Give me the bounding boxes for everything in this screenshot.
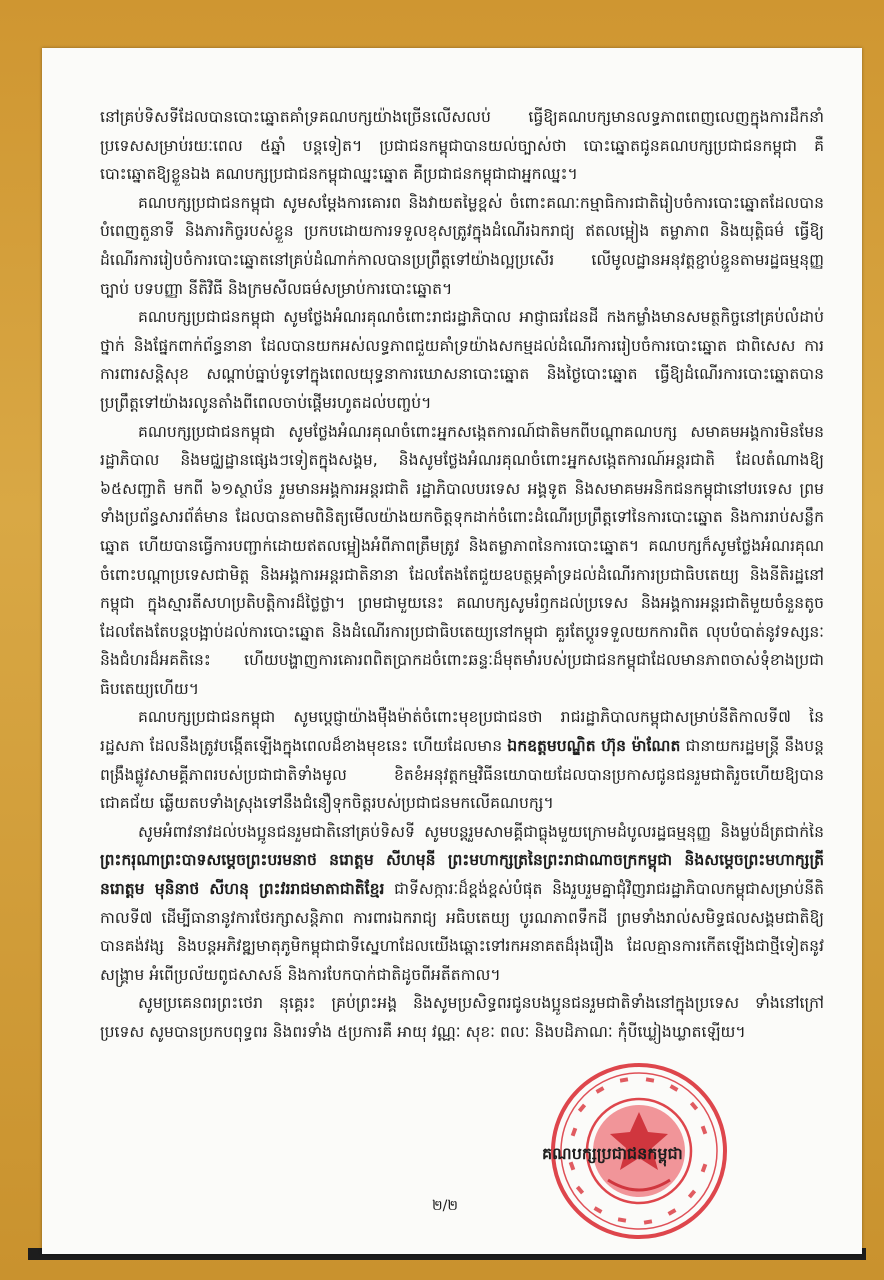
paragraph-1: នៅគ្រប់ទិសទីដែលបានបោះឆ្នោតគាំទ្រគណបក្សយ៉ាងច្រើនលើសលប់ ធ្វើឱ្យគណបក្សមានលទ្ធភាពពេញលេញក្នុងការដឹកនាំប្រទេសសម្រាប់រយៈពេល ៥ឆ្នាំ បន្តទៀត។ ប្រជាជនកម្ពុជាបានយល់ច្បាស់ថា បោះឆ្នោតជូនគណបក្សប្រជាជនកម្ពុជា គឺបោះឆ្នោតឱ្យខ្លួនឯង គណបក្សប្រជាជនកម្ពុជាឈ្នះឆ្នោត គឺប្រជាជនកម្ពុជាជាអ្នកឈ្នះ។ (100, 108, 824, 184)
highlighted-name: ឯកឧត្តមបណ្ឌិត ហ៊ុន ម៉ាណែត (507, 737, 681, 756)
paragraph-2: គណបក្សប្រជាជនកម្ពុជា សូមសម្តែងការគោរព និងវាយតម្លៃខ្ពស់ ចំពោះគណៈកម្មាធិការជាតិរៀបចំការបោះឆ្នោតដែលបានបំពេញតួនាទី និងភារកិច្ចរបស់ខ្លួន ប្រកបដោយការទទួលខុសត្រូវក្នុងដំណើរឯករាជ្យ ឥតលម្អៀង តម្លាភាព និងយុត្តិធម៌ ធ្វើឱ្យដំណើរការរៀបចំការបោះឆ្នោតនៅគ្រប់ដំណាក់កាលបានប្រព្រឹត្តទៅយ៉ាងល្អប្រសើរ លើមូលដ្ឋានអនុវត្តខ្ជាប់ខ្ជួនតាមរដ្ឋធម្មនុញ្ញ ច្បាប់ បទបញ្ញា នីតិវិធី និងក្រមសីលធម៌សម្រាប់ការបោះឆ្នោត។ (100, 193, 824, 298)
document-page (42, 48, 862, 1254)
page-number: ២/២ (432, 1198, 458, 1214)
document-body (100, 103, 824, 1047)
highlighted-name: ព្រះករុណាព្រះបាទសម្តេចព្រះបរមនាថ នរោត្តម សីហមុនី ព្រះមហាក្សត្រនៃព្រះរាជាណាចក្រកម្ពុជា និងសម្តេចព្រះមហាក្សត្រី នរោត្តម មុនិនាថ សីហនុ ព្រះវររាជមាតាជាតិខ្មែរ (100, 851, 824, 899)
paragraph-4: គណបក្សប្រជាជនកម្ពុជា សូមថ្លែងអំណរគុណចំពោះអ្នកសង្កេតការណ៍ជាតិមកពីបណ្តាគណបក្ស សមាគមអង្គការមិនមែនរដ្ឋាភិបាល និងមជ្ឈដ្ឋានផ្សេងៗទៀតក្នុងសង្គម, និងសូមថ្លែងអំណរគុណចំពោះអ្នកសង្កេតការណ៍អន្តរជាតិ ដែលតំណាងឱ្យ ៦៥សញ្ជាតិ មកពី ៦១ស្ថាប័ន រួមមានអង្គការអន្តរជាតិ រដ្ឋាភិបាលបរទេស អង្គទូត និងសមាគមអនិកជនកម្ពុជានៅបរទេស ព្រមទាំងប្រព័ន្ធសារព័ត៌មាន ដែលបានតាមពិនិត្យមើលយ៉ាងយកចិត្តទុកដាក់ចំពោះដំណើរប្រព្រឹត្តទៅនៃការបោះឆ្នោត និងការរាប់សន្លឹកឆ្នោត ហើយបានធ្វើការបញ្ជាក់ដោយឥតលម្អៀងអំពីភាពត្រឹមត្រូវ និងតម្លាភាពនៃការបោះឆ្នោត។ គណបក្សក៏សូមថ្លែងអំណរគុណចំពោះបណ្តាប្រទេសជាមិត្ត និងអង្គការអន្តរជាតិនានា ដែលតែងតែជួយឧបត្ថម្ភគាំទ្រដល់ដំណើរការប្រជាធិបតេយ្យ និងនីតិរដ្ឋនៅកម្ពុជា ក្នុងស្មារតីសហប្រតិបត្តិការដ៏ថ្លៃថ្លា។ ព្រមជាមួយនេះ គណបក្សសូមរំឭកដល់ប្រទេស និងអង្គការអន្តរជាតិមួយចំនួនតូច ដែលតែងតែបន្តបង្អាប់ដល់ការបោះឆ្នោត និងដំណើរការប្រជាធិបតេយ្យនៅកម្ពុជា គួរតែប្តូរទទួលយកការពិត លុបបំបាត់នូវទស្សនៈ និងជំហរដ៏អគតិនេះ ហើយបង្ហាញការគោរពពិតប្រាកដចំពោះឆន្ទៈដ៏មុតមាំរបស់ប្រជាជនកម្ពុជាដែលមានភាពចាស់ទុំខាងប្រជាធិបតេយ្យហើយ។ (100, 422, 824, 698)
paragraph-6: សូមអំពាវនាវដល់បងប្អូនជនរួមជាតិនៅគ្រប់ទិសទី សូមបន្តរួមសាមគ្គីជាធ្លុងមួយក្រោមដំបូលរដ្ឋធម្មនុញ្ញ និងម្លប់ដ៏ត្រជាក់នៃព្រះករុណាព្រះបាទសម្តេចព្រះបរមនាថ នរោត្តម សីហមុនី ព្រះមហាក្សត្រនៃព្រះរាជាណាចក្រកម្ពុជា និងសម្តេចព្រះមហាក្សត្រី នរោត្តម មុនិនាថ សីហនុ ព្រះវររាជមាតាជាតិខ្មែរ ជាទីសក្ការៈដ៏ខ្ពង់ខ្ពស់បំផុត និងរួបរួមគ្នាជុំវិញរាជរដ្ឋាភិបាលកម្ពុជាសម្រាប់នីតិកាលទី៧ ដើម្បីធានានូវការថែរក្សាសន្តិភាព ការពារឯករាជ្យ អធិបតេយ្យ បូរណភាពទឹកដី ព្រមទាំងរាល់សមិទ្ធផលសង្គមជាតិឱ្យបានគង់វង្ស និងបន្តអភិវឌ្ឍមាតុភូមិកម្ពុជាជាទីស្នេហាដែលយើងឆ្ពោះទៅរកអនាគតដ៏រុងរឿង ដែលគ្មានការកើតឡើងជាថ្មីទៀតនូវសង្គ្រាម អំពើប្រល័យពូជសាសន៍ និងការបែកបាក់ជាតិដូចពីអតីតកាល។ (100, 822, 824, 984)
signature-party-name: គណបក្សប្រជាជនកម្ពុជា (542, 1144, 683, 1163)
paragraph-7: សូមប្រគេនពរព្រះថេរា នុគ្គេរះ គ្រប់ព្រះអង្គ និងសូមប្រសិទ្ធពរជូនបងប្អូនជនរួមជាតិទាំងនៅក្នុងប្រទេស ទាំងនៅក្រៅប្រទេស សូមបានប្រកបពុទ្ធពរ និងពរទាំង ៥ប្រការគឺ អាយុ វណ្ណៈ សុខៈ ពលៈ និងបដិភាណៈ កុំបីឃ្លៀងឃ្លាតឡើយ។ (100, 994, 824, 1041)
paragraph-3: គណបក្សប្រជាជនកម្ពុជា សូមថ្លែងអំណរគុណចំពោះរាជរដ្ឋាភិបាល អាជ្ញាធរដែនដី កងកម្លាំងមានសមត្ថកិច្ចនៅគ្រប់លំដាប់ថ្នាក់ និងផ្នែកពាក់ព័ន្ធនានា ដែលបានយកអស់លទ្ធភាពជួយគាំទ្រយ៉ាងសកម្មដល់ដំណើរការរៀបចំការបោះឆ្នោត ជាពិសេស ការការពារសន្តិសុខ សណ្តាប់ធ្នាប់ទូទៅក្នុងពេលយុទ្ធនាការឃោសនាបោះឆ្នោត និងថ្ងៃបោះឆ្នោត ធ្វើឱ្យដំណើរការបោះឆ្នោតបានប្រព្រឹត្តទៅយ៉ាងរលូនតាំងពីពេលចាប់ផ្តើមរហូតដល់បញ្ចប់។ (100, 308, 824, 412)
paragraph-5: គណបក្សប្រជាជនកម្ពុជា សូមប្តេជ្ញាយ៉ាងម៉ឺងម៉ាត់ចំពោះមុខប្រជាជនថា រាជរដ្ឋាភិបាលកម្ពុជាសម្រាប់នីតិកាលទី៧ នៃរដ្ឋសភា ដែលនឹងត្រូវបង្កើតឡើងក្នុងពេលដ៏ខាងមុខនេះ ហើយដែលមាន ឯកឧត្តមបណ្ឌិត ហ៊ុន ម៉ាណែត ជានាយករដ្ឋមន្ត្រី នឹងបន្តពង្រឹងផ្លូវសាមគ្គីភាពរបស់ប្រជាជាតិទាំងមូល ខិតខំអនុវត្តកម្មវិធីនយោបាយដែលបានប្រកាសជូនជនរួមជាតិរួចហើយឱ្យបានជោគជ័យ ឆ្លើយតបទាំងស្រុងទៅនឹងជំនឿទុកចិត្តរបស់ប្រជាជនមកលើគណបក្ស។ (100, 708, 824, 813)
